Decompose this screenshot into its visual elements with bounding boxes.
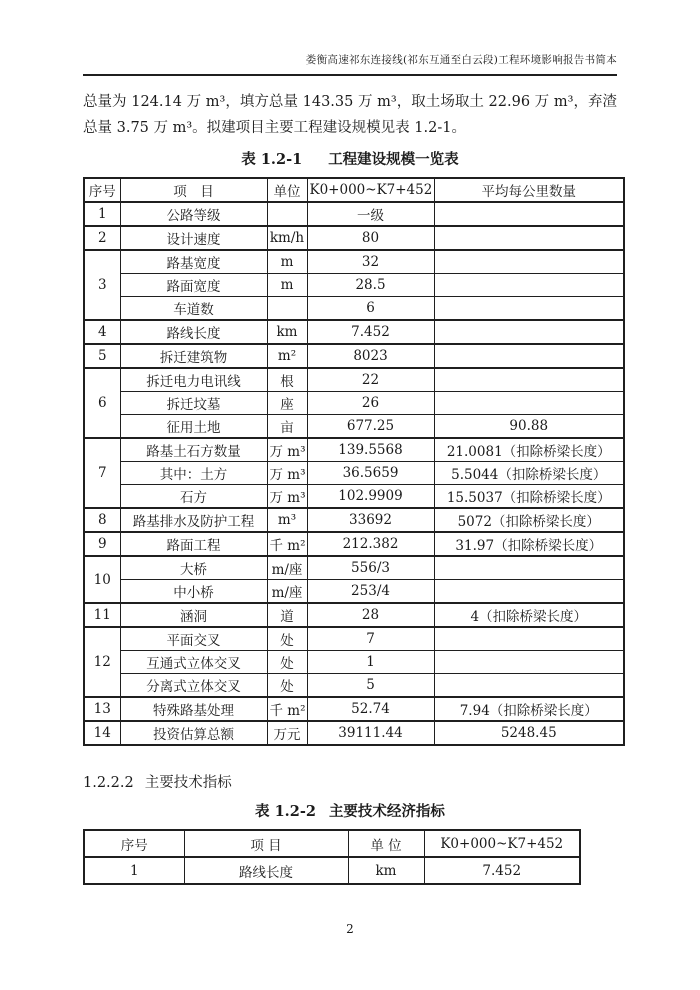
table-cell: 万 m³	[267, 462, 307, 485]
table-cell: 90.88	[434, 415, 624, 439]
table-row	[84, 438, 624, 462]
table-cell: 座	[267, 392, 307, 415]
table-cell: 路面工程	[120, 532, 267, 556]
table-row	[84, 462, 624, 485]
column-header: K0+000~K7+452	[307, 178, 434, 202]
table-cell: 大桥	[120, 556, 267, 580]
table-cell: 6	[84, 368, 120, 438]
table-cell: 5072（扣除桥梁长度）	[434, 508, 624, 532]
table2-caption-label: 表 1.2-2	[255, 803, 316, 820]
table-cell: 28.5	[307, 274, 434, 297]
table-cell: 其中：土方	[120, 462, 267, 485]
section-heading	[83, 774, 617, 793]
table-cell: 7.94（扣除桥梁长度）	[434, 697, 624, 721]
table-cell: 8023	[307, 344, 434, 368]
table-cell	[434, 651, 624, 674]
table-cell: 拆迁坟墓	[120, 392, 267, 415]
table-cell: 涵洞	[120, 603, 267, 627]
table-cell: 26	[307, 392, 434, 415]
table-cell: 路面宽度	[120, 274, 267, 297]
column-header: 项 目	[184, 830, 348, 857]
table-cell: 4（扣除桥梁长度）	[434, 603, 624, 627]
table-cell: 52.74	[307, 697, 434, 721]
table-cell	[434, 344, 624, 368]
table-row	[84, 603, 624, 627]
table-cell: 处	[267, 674, 307, 698]
table-cell: 路线长度	[184, 857, 348, 884]
table-cell: 公路等级	[120, 202, 267, 226]
table-row	[84, 392, 624, 415]
table-cell	[434, 274, 624, 297]
table-cell	[434, 202, 624, 226]
column-header: 项 目	[120, 178, 267, 202]
section-title: 主要技术指标	[144, 775, 232, 791]
table-cell: 4	[84, 320, 120, 344]
table-cell: 13	[84, 697, 120, 721]
table-cell	[434, 320, 624, 344]
table-cell: m/座	[267, 556, 307, 580]
table-cell	[434, 674, 624, 698]
table-cell: 千 m²	[267, 697, 307, 721]
table-cell: 22	[307, 368, 434, 392]
table-cell	[434, 627, 624, 651]
table-cell: 33692	[307, 508, 434, 532]
table-row	[84, 274, 624, 297]
table-cell: 3	[84, 250, 120, 320]
table-cell	[434, 580, 624, 604]
table-cell: m	[267, 274, 307, 297]
table-cell: 征用土地	[120, 415, 267, 439]
table-row	[84, 415, 624, 439]
table1-caption-label: 表 1.2-1	[241, 151, 303, 168]
table-row	[84, 697, 624, 721]
table-header-row	[84, 830, 580, 857]
column-header: K0+000~K7+452	[424, 830, 580, 857]
table-cell	[434, 368, 624, 392]
table-cell: 平面交叉	[120, 627, 267, 651]
column-header: 序号	[84, 178, 120, 202]
table-cell: 32	[307, 250, 434, 274]
table-row	[84, 250, 624, 274]
table-cell	[434, 226, 624, 250]
table-row	[84, 857, 580, 884]
construction-scale-table	[83, 177, 625, 746]
table-cell: m/座	[267, 580, 307, 604]
table-cell: 5	[307, 674, 434, 698]
table-cell: 36.5659	[307, 462, 434, 485]
table-cell: 14	[84, 721, 120, 745]
table-cell: 556/3	[307, 556, 434, 580]
table-cell: 5.5044（扣除桥梁长度）	[434, 462, 624, 485]
section-number: 1.2.2.2	[83, 775, 134, 791]
table-cell: 路线长度	[120, 320, 267, 344]
table1-caption	[83, 150, 617, 170]
table-cell: 中小桥	[120, 580, 267, 604]
table-cell: m³	[267, 508, 307, 532]
table-cell: 万 m³	[267, 485, 307, 509]
column-header: 序号	[84, 830, 184, 857]
table-cell: 5	[84, 344, 120, 368]
table-cell: 212.382	[307, 532, 434, 556]
technical-indicators-table	[83, 829, 581, 885]
table-cell: 9	[84, 532, 120, 556]
table-cell: 31.97（扣除桥梁长度）	[434, 532, 624, 556]
table-cell: 7.452	[307, 320, 434, 344]
table-cell: 路基排水及防护工程	[120, 508, 267, 532]
table-cell: 路基宽度	[120, 250, 267, 274]
table-row	[84, 344, 624, 368]
table-cell: 投资估算总额	[120, 721, 267, 745]
table-cell: 石方	[120, 485, 267, 509]
table-cell	[434, 250, 624, 274]
table-cell: 设计速度	[120, 226, 267, 250]
column-header: 单 位	[348, 830, 424, 857]
table-cell: 亩	[267, 415, 307, 439]
column-header: 单位	[267, 178, 307, 202]
table-row	[84, 651, 624, 674]
table-row	[84, 297, 624, 321]
table-cell: 万元	[267, 721, 307, 745]
table-cell	[267, 202, 307, 226]
table-cell	[267, 297, 307, 321]
table-cell: 2	[84, 226, 120, 250]
table-cell: 互通式立体交叉	[120, 651, 267, 674]
table-row	[84, 226, 624, 250]
running-header-title: 娄衡高速祁东连接线(祁东互通至白云段)工程环境影响报告书简本	[305, 54, 617, 66]
table-cell	[434, 297, 624, 321]
table-cell: 车道数	[120, 297, 267, 321]
table-cell: 80	[307, 226, 434, 250]
table-cell: 253/4	[307, 580, 434, 604]
table-cell	[434, 556, 624, 580]
table-cell: 路基土石方数量	[120, 438, 267, 462]
table-cell: 处	[267, 651, 307, 674]
table-cell: 8	[84, 508, 120, 532]
table-cell: 39111.44	[307, 721, 434, 745]
table-row	[84, 532, 624, 556]
column-header: 平均每公里数量	[434, 178, 624, 202]
table-cell: 分离式立体交叉	[120, 674, 267, 698]
table-cell: 15.5037（扣除桥梁长度）	[434, 485, 624, 509]
table-cell: 根	[267, 368, 307, 392]
table2-caption-title: 主要技术经济指标	[328, 803, 445, 820]
table-cell: 12	[84, 627, 120, 697]
table-cell: 处	[267, 627, 307, 651]
table-row	[84, 556, 624, 580]
table-cell: 特殊路基处理	[120, 697, 267, 721]
table-cell: 677.25	[307, 415, 434, 439]
table-cell: 1	[84, 202, 120, 226]
table-row	[84, 580, 624, 604]
table-header-row	[84, 178, 624, 202]
table-cell: km	[267, 320, 307, 344]
table-row	[84, 485, 624, 509]
table-row	[84, 674, 624, 698]
table-row	[84, 202, 624, 226]
page-content	[83, 0, 617, 885]
running-header	[83, 0, 617, 76]
table-cell: 万 m³	[267, 438, 307, 462]
table-cell: 5248.45	[434, 721, 624, 745]
table-cell: 一级	[307, 202, 434, 226]
table-cell: 6	[307, 297, 434, 321]
table-cell: km	[348, 857, 424, 884]
table1-caption-title: 工程建设规模一览表	[328, 151, 459, 168]
table-cell	[434, 392, 624, 415]
table-row	[84, 721, 624, 745]
table-cell: 拆迁建筑物	[120, 344, 267, 368]
table-cell: km/h	[267, 226, 307, 250]
table-cell: 千 m²	[267, 532, 307, 556]
body-paragraph: 总量为 124.14 万 m³，填方总量 143.35 万 m³，取土场取土 22.96 万 m³，弃渣总量 3.75 万 m³。拟建项目主要工程建设规模见表 1.2-1。	[83, 94, 617, 136]
table-row	[84, 368, 624, 392]
table-cell: m²	[267, 344, 307, 368]
table-row	[84, 508, 624, 532]
table-cell: 1	[307, 651, 434, 674]
table-cell: 21.0081（扣除桥梁长度）	[434, 438, 624, 462]
page-number: 2	[346, 922, 354, 936]
table-row	[84, 320, 624, 344]
table-cell: 28	[307, 603, 434, 627]
table-cell: 7.452	[424, 857, 580, 884]
table-cell: 11	[84, 603, 120, 627]
table-row	[84, 627, 624, 651]
table-cell: 1	[84, 857, 184, 884]
table-cell: 7	[307, 627, 434, 651]
table-cell: 道	[267, 603, 307, 627]
table-cell: 7	[84, 438, 120, 508]
table-cell: m	[267, 250, 307, 274]
table-cell: 拆迁电力电讯线	[120, 368, 267, 392]
table2-caption	[83, 802, 617, 822]
table-cell: 139.5568	[307, 438, 434, 462]
table-cell: 102.9909	[307, 485, 434, 509]
table-cell: 10	[84, 556, 120, 603]
